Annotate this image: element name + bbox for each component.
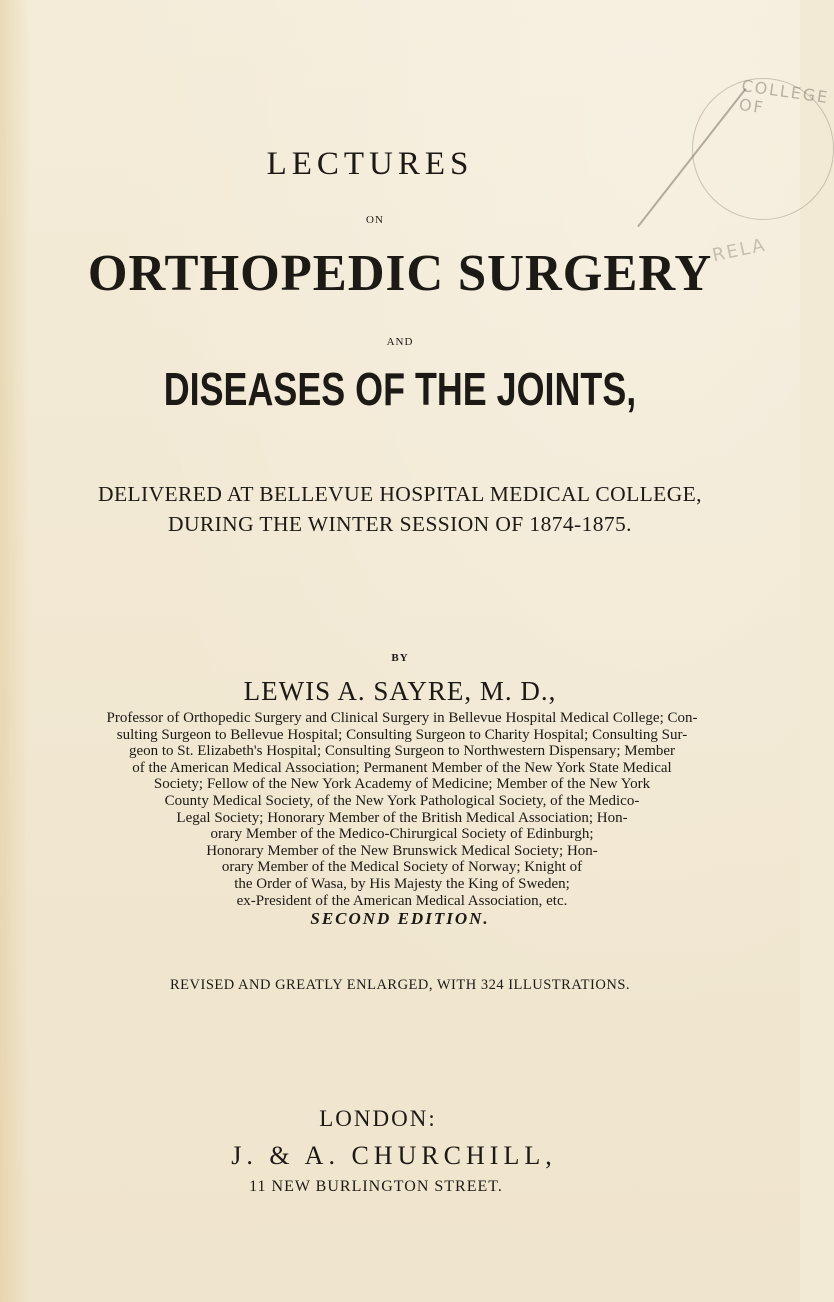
credentials-line: Professor of Orthopedic Surgery and Clinical Surgery in Bellevue Hospital Medical College; Con- [106, 710, 698, 726]
credentials-line: ex-President of the American Medical Association, etc. [236, 892, 568, 909]
credentials-line: sulting Surgeon to Bellevue Hospital; Consulting Surgeon to Charity Hospital; Consulting Sur- [116, 726, 688, 743]
library-stamp-text-bottom: RELA [710, 234, 769, 267]
delivered-line-2: DURING THE WINTER SESSION OF 1874-1875. [168, 512, 632, 536]
author-credentials [62, 710, 742, 909]
imprint-publisher: J. & A. CHURCHILL, [231, 1141, 557, 1170]
title-and: AND [386, 336, 414, 348]
imprint-address: 11 NEW BURLINGTON STREET. [249, 1178, 503, 1195]
revised-note: REVISED AND GREATLY ENLARGED, WITH 324 ILLUSTRATIONS. [169, 977, 631, 993]
title-on: ON [366, 214, 384, 226]
delivered-line-1: DELIVERED AT BELLEVUE HOSPITAL MEDICAL COLLEGE, [98, 482, 702, 506]
edition-label: SECOND EDITION. [310, 909, 490, 928]
credentials-line: orary Member of the Medico-Chirurgical Society of Edinburgh; [210, 826, 594, 843]
title-main: ORTHOPEDIC SURGERY [87, 245, 713, 302]
credentials-line: Legal Society; Honorary Member of the British Medical Association; Hon- [176, 809, 628, 826]
credentials-line: orary Member of the Medical Society of Norway; Knight of [221, 859, 583, 876]
credentials-line: of the American Medical Association; Permanent Member of the New York State Medical [132, 759, 672, 776]
credentials-line: Honorary Member of the New Brunswick Medical Society; Hon- [206, 842, 598, 859]
author-name: LEWIS A. SAYRE, M. D., [243, 676, 557, 706]
library-stamp-text-top: COLLEGE OF [737, 76, 831, 118]
credentials-line: County Medical Society, of the New York Pathological Society, of the Medico- [164, 792, 640, 809]
credentials-line: Society; Fellow of the New York Academy of Medicine; Member of the New York [153, 776, 651, 793]
credentials-line: the Order of Wasa, by His Majesty the King of Sweden; [234, 875, 570, 892]
by-label: BY [391, 652, 409, 664]
title-sub: DISEASES OF THE JOINTS, [163, 363, 637, 415]
imprint-city: LONDON: [319, 1106, 437, 1131]
title-lectures: LECTURES [266, 146, 474, 182]
credentials-line: geon to St. Elizabeth's Hospital; Consulting Surgeon to Northwestern Dispensary; Member [128, 743, 676, 760]
